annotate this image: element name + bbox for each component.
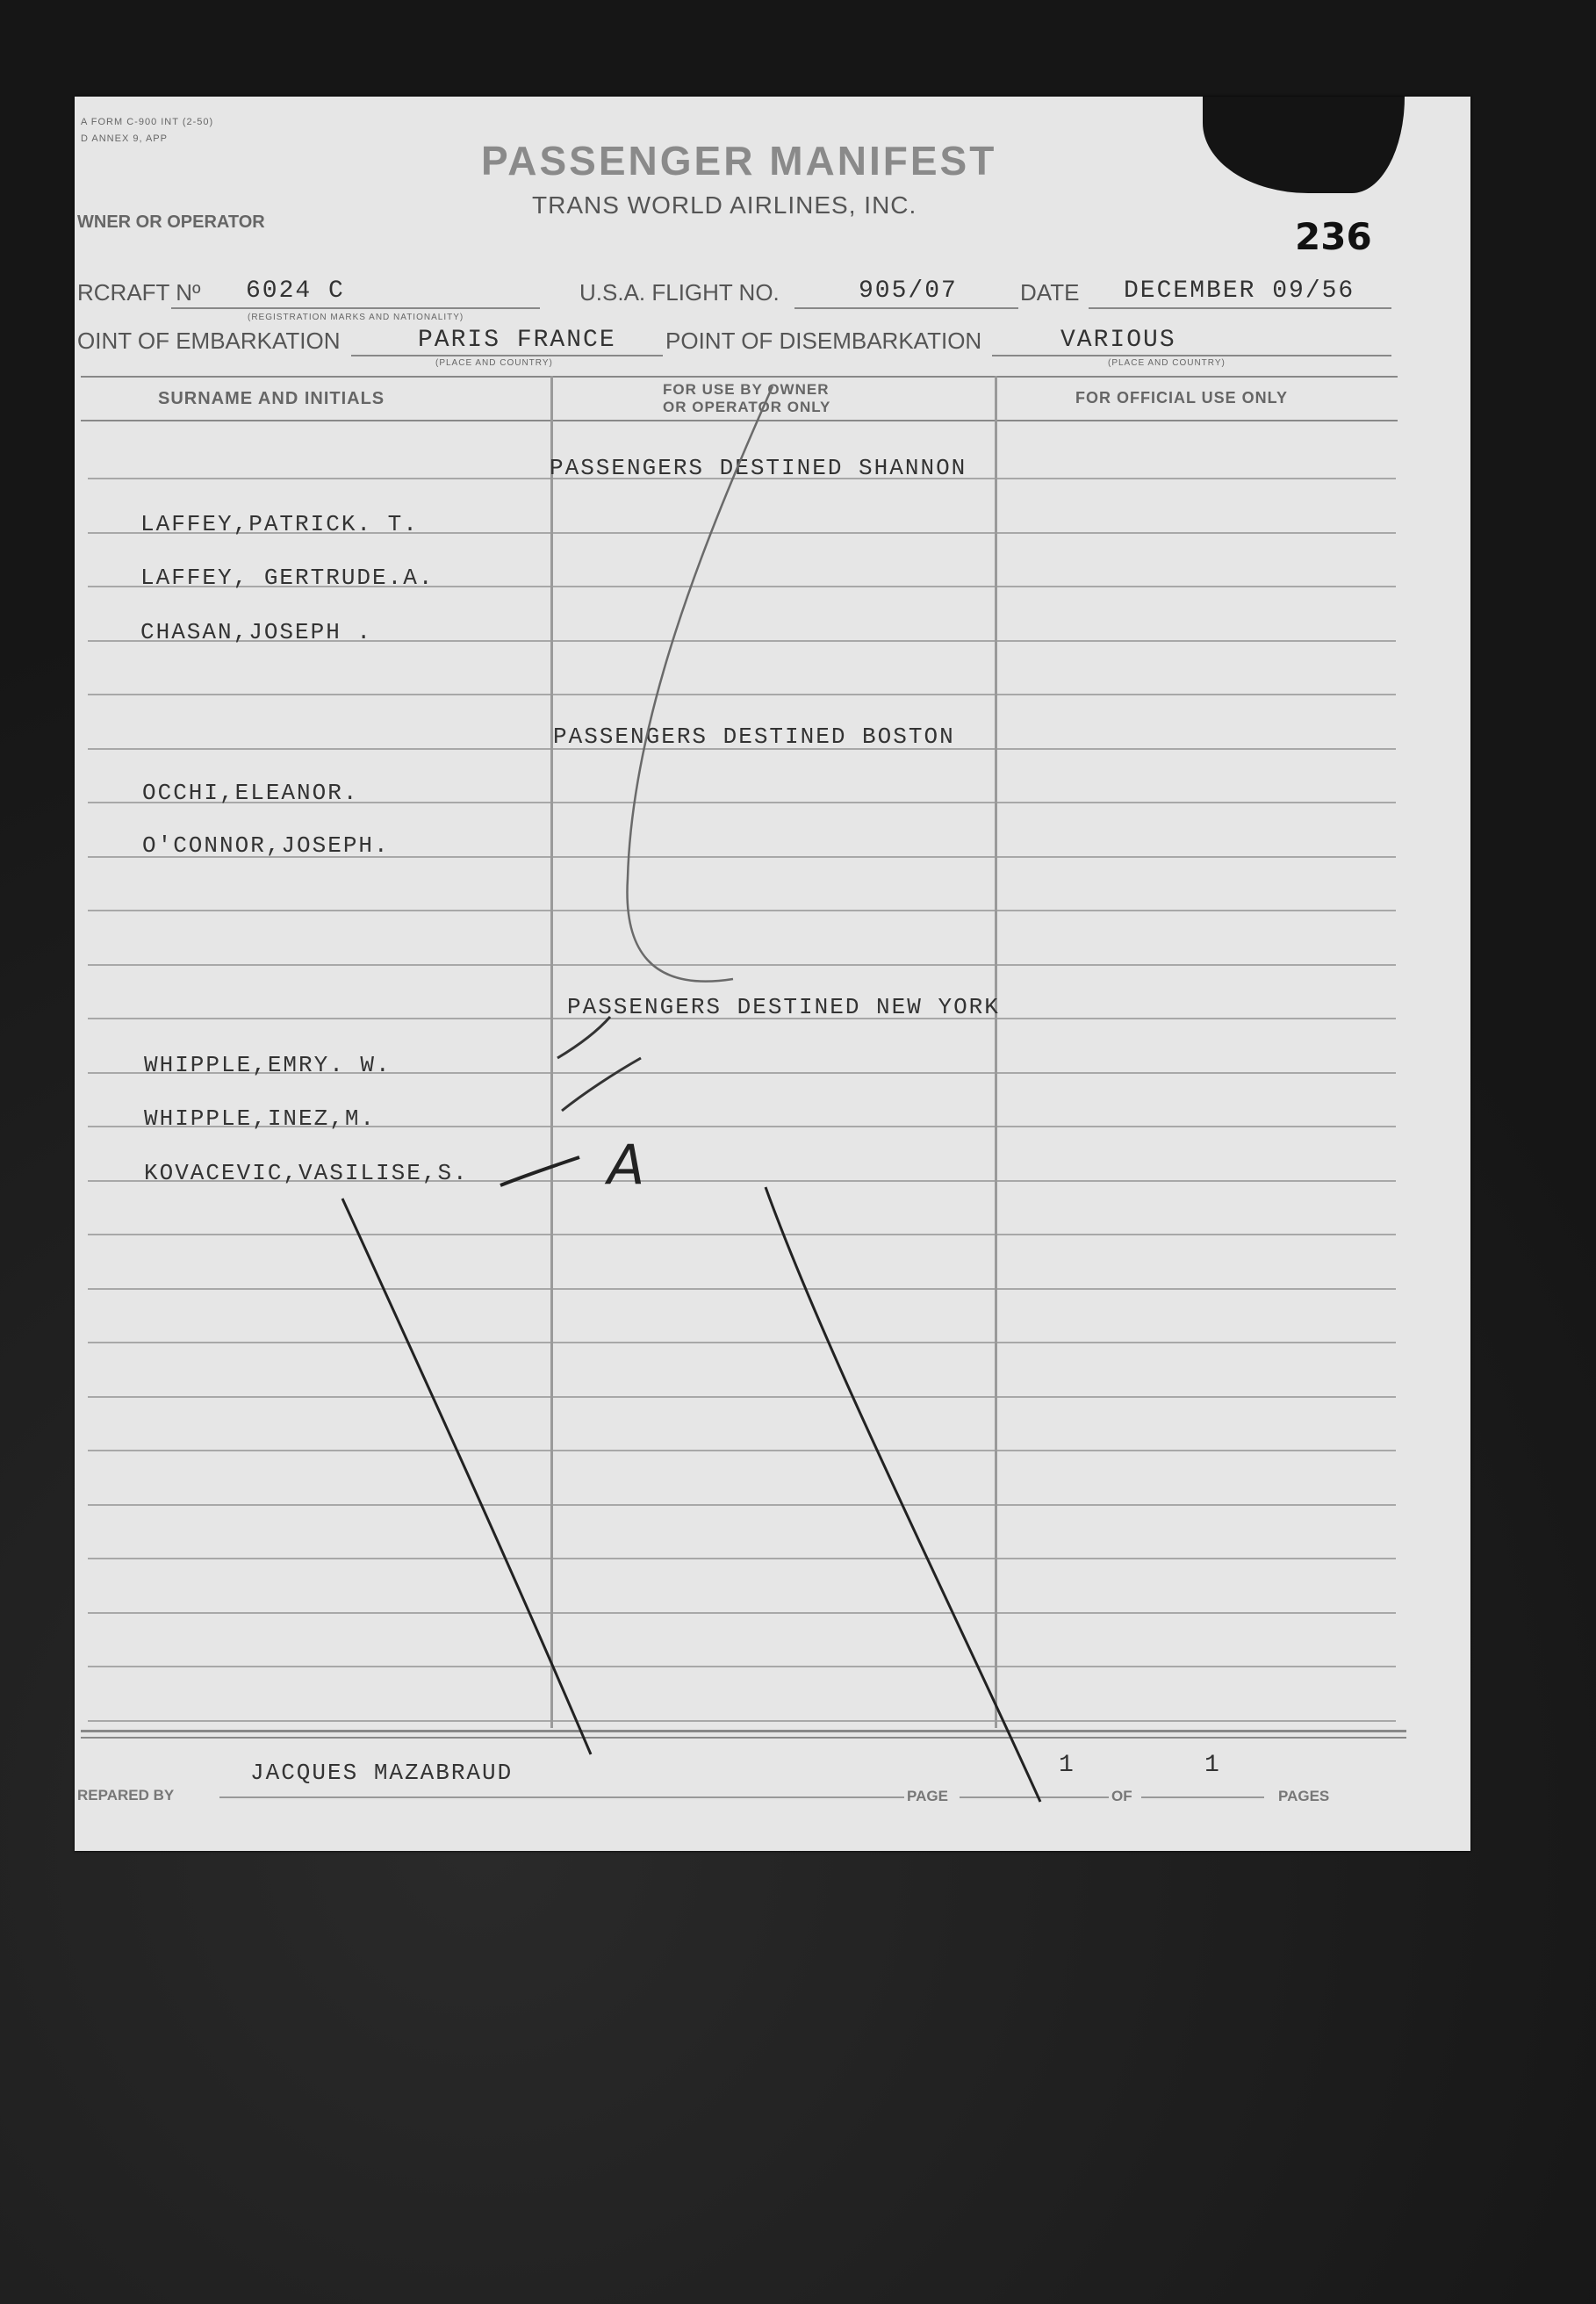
passenger-name: LAFFEY, GERTRUDE.A.: [140, 565, 435, 591]
page-title: PASSENGER MANIFEST: [481, 138, 997, 184]
flight-value: 905/07: [859, 277, 958, 305]
airline-name: TRANS WORLD AIRLINES, INC.: [532, 191, 917, 219]
column-header-owner-line2: OR OPERATOR ONLY: [663, 399, 831, 415]
passenger-name: OCCHI,ELEANOR.: [142, 780, 359, 806]
prepared-by-value: JACQUES MAZABRAUD: [250, 1760, 514, 1786]
pages-label: PAGES: [1278, 1788, 1330, 1804]
owner-operator-label: WNER OR OPERATOR: [77, 212, 265, 232]
section-heading-shannon: PASSENGERS DESTINED SHANNON: [550, 455, 967, 481]
of-label: OF: [1111, 1788, 1132, 1804]
check-mark-3: [500, 1157, 579, 1185]
passenger-name: WHIPPLE,EMRY. W.: [144, 1052, 392, 1078]
passenger-name: O'CONNOR,JOSEPH.: [142, 832, 390, 859]
form-annex: D ANNEX 9, APP: [81, 133, 168, 144]
strike-line-right: [766, 1187, 1040, 1802]
check-mark-1: [557, 1017, 610, 1058]
section-heading-new-york: PASSENGERS DESTINED NEW YORK: [567, 994, 1000, 1020]
aircraft-sublabel: (REGISTRATION MARKS AND NATIONALITY): [248, 313, 464, 322]
column-header-official: FOR OFFICIAL USE ONLY: [1075, 389, 1289, 407]
passenger-name: WHIPPLE,INEZ,M.: [144, 1105, 377, 1132]
disembarkation-label: POINT OF DISEMBARKATION: [665, 328, 982, 354]
disembarkation-value: VARIOUS: [1060, 327, 1176, 354]
flight-label: U.S.A. FLIGHT NO.: [579, 279, 780, 306]
column-header-surname: SURNAME AND INITIALS: [158, 389, 385, 408]
date-value: DECEMBER 09/56: [1124, 277, 1355, 305]
aircraft-label: RCRAFT Nº: [77, 279, 201, 306]
long-pen-stroke: [627, 386, 773, 982]
strike-line-left: [342, 1199, 591, 1754]
disembarkation-sublabel: (PLACE AND COUNTRY): [1108, 358, 1226, 368]
page-value: 1: [1059, 1752, 1075, 1779]
passenger-name: CHASAN,JOSEPH .: [140, 619, 373, 645]
embarkation-label: OINT OF EMBARKATION: [77, 328, 341, 354]
sheet-number: 236: [1295, 215, 1372, 258]
date-label: DATE: [1020, 279, 1080, 306]
check-mark-2: [562, 1058, 641, 1111]
form-number: A FORM C-900 INT (2-50): [81, 117, 214, 127]
prepared-by-label: REPARED BY: [77, 1787, 175, 1804]
section-heading-boston: PASSENGERS DESTINED BOSTON: [553, 724, 955, 750]
aircraft-value: 6024 C: [246, 277, 345, 305]
of-value: 1: [1204, 1752, 1221, 1779]
column-header-owner-line1: FOR USE BY OWNER: [663, 381, 830, 398]
passenger-name: KOVACEVIC,VASILISE,S.: [144, 1160, 469, 1186]
handwritten-initial: A: [607, 1133, 645, 1197]
embarkation-value: PARIS FRANCE: [418, 327, 616, 354]
page-label: PAGE: [907, 1788, 948, 1804]
passenger-name: LAFFEY,PATRICK. T.: [140, 511, 419, 537]
embarkation-sublabel: (PLACE AND COUNTRY): [435, 358, 553, 368]
